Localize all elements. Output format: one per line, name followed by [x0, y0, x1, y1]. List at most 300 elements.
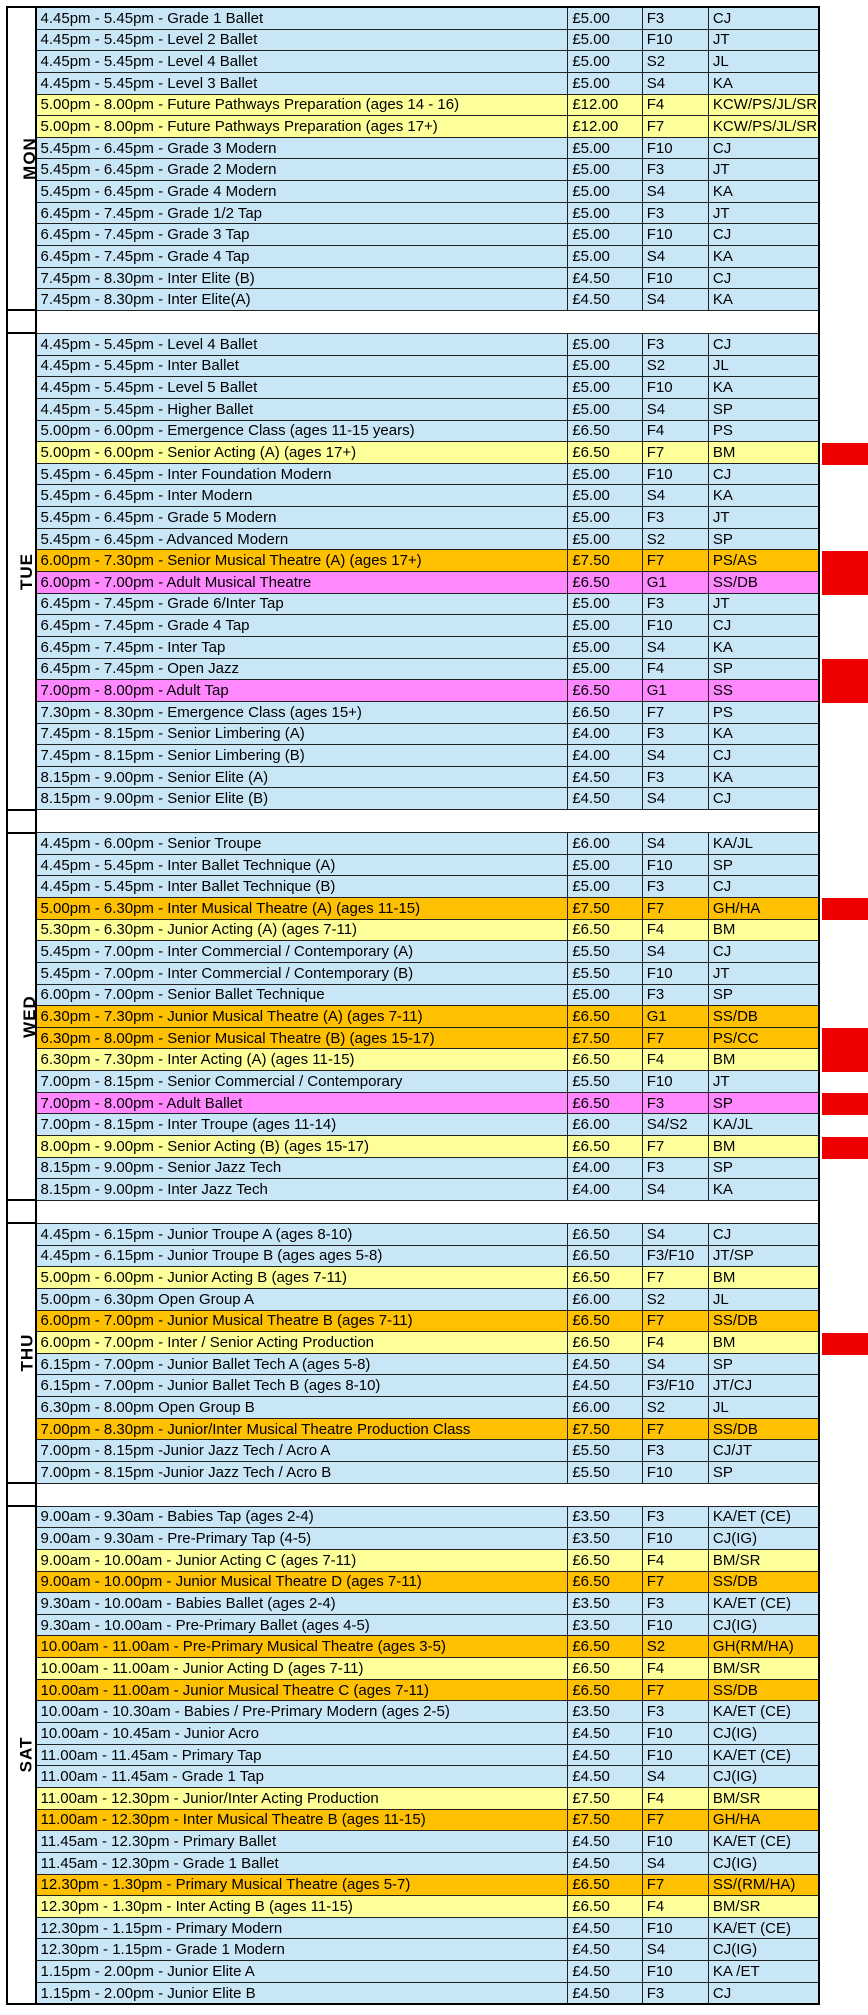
class-row — [7, 1332, 819, 1354]
class-title: 6.15pm - 7.00pm - Junior Ballet Tech B (ages 8-10) — [36, 1375, 568, 1397]
class-row — [7, 984, 819, 1006]
class-title: 4.45pm - 6.00pm - Senior Troupe — [36, 833, 568, 855]
class-staff: CJ — [708, 876, 819, 898]
class-staff: KA /ET — [708, 1961, 819, 1983]
class-price: £5.00 — [568, 658, 642, 680]
class-row — [7, 420, 819, 442]
class-staff: JT/SP — [708, 1245, 819, 1267]
class-price: £3.50 — [568, 1528, 642, 1550]
class-staff: CJ — [708, 1223, 819, 1245]
class-row — [7, 593, 819, 615]
class-price: £4.50 — [568, 1939, 642, 1961]
class-price: £4.00 — [568, 1157, 642, 1179]
class-row — [7, 833, 819, 855]
class-room: F3 — [642, 984, 708, 1006]
class-row — [7, 94, 819, 116]
class-staff: JL — [708, 1288, 819, 1310]
class-title: 1.15pm - 2.00pm - Junior Elite A — [36, 1961, 568, 1983]
class-title: 10.00am - 11.00am - Junior Musical Theatre C (ages 7-11) — [36, 1679, 568, 1701]
class-staff: SP — [708, 528, 819, 550]
separator-cell — [7, 1483, 36, 1506]
class-staff: SP — [708, 1462, 819, 1484]
class-title: 7.00pm - 8.15pm - Senior Commercial / Contemporary — [36, 1071, 568, 1093]
class-title: 7.45pm - 8.15pm - Senior Limbering (B) — [36, 745, 568, 767]
class-row — [7, 137, 819, 159]
class-row — [7, 1787, 819, 1809]
class-title: 11.45am - 12.30pm - Primary Ballet — [36, 1831, 568, 1853]
flag-marker — [822, 1050, 868, 1072]
class-price: £5.00 — [568, 984, 642, 1006]
class-room: S4 — [642, 941, 708, 963]
class-title: 5.45pm - 7.00pm - Inter Commercial / Contemporary (B) — [36, 962, 568, 984]
class-room: S4 — [642, 1179, 708, 1201]
class-price: £6.50 — [568, 1679, 642, 1701]
class-price: £4.50 — [568, 267, 642, 289]
class-title: 6.45pm - 7.45pm - Grade 1/2 Tap — [36, 202, 568, 224]
class-price: £5.00 — [568, 636, 642, 658]
class-row — [7, 1071, 819, 1093]
class-row — [7, 1917, 819, 1939]
class-row — [7, 202, 819, 224]
class-title: 7.00pm - 8.15pm -Junior Jazz Tech / Acro B — [36, 1462, 568, 1484]
class-room: S4 — [642, 636, 708, 658]
class-title: 6.45pm - 7.45pm - Grade 4 Tap — [36, 246, 568, 268]
class-price: £6.50 — [568, 1310, 642, 1332]
class-room: G1 — [642, 1006, 708, 1028]
class-row — [7, 1157, 819, 1179]
class-price: £7.50 — [568, 897, 642, 919]
class-price: £4.50 — [568, 788, 642, 810]
flag-marker — [822, 443, 868, 465]
class-row — [7, 766, 819, 788]
class-staff: JT/CJ — [708, 1375, 819, 1397]
class-title: 4.45pm - 5.45pm - Inter Ballet — [36, 355, 568, 377]
class-staff: GH/HA — [708, 1809, 819, 1831]
class-price: £5.00 — [568, 507, 642, 529]
flag-marker — [822, 1028, 868, 1050]
class-title: 6.00pm - 7.00pm - Junior Musical Theatre B (ages 7-11) — [36, 1310, 568, 1332]
class-row — [7, 29, 819, 51]
day-name: MON — [19, 136, 39, 180]
class-row — [7, 1353, 819, 1375]
day-separator — [7, 1483, 819, 1506]
class-row — [7, 1418, 819, 1440]
class-row — [7, 962, 819, 984]
class-title: 8.15pm - 9.00pm - Senior Elite (A) — [36, 766, 568, 788]
class-room: F3 — [642, 507, 708, 529]
class-title: 9.30am - 10.00am - Pre-Primary Ballet (ages 4-5) — [36, 1614, 568, 1636]
class-staff: PS/CC — [708, 1027, 819, 1049]
class-staff: BM — [708, 442, 819, 464]
class-staff: CJ — [708, 7, 819, 29]
class-title: 5.45pm - 6.45pm - Advanced Modern — [36, 528, 568, 550]
class-price: £4.50 — [568, 766, 642, 788]
day-name: WED — [19, 994, 39, 1038]
class-price: £7.50 — [568, 550, 642, 572]
class-row — [7, 854, 819, 876]
class-room: F3 — [642, 723, 708, 745]
class-row — [7, 1961, 819, 1983]
class-price: £3.50 — [568, 1701, 642, 1723]
class-title: 10.00am - 10.45am - Junior Acro — [36, 1723, 568, 1745]
class-row — [7, 1874, 819, 1896]
class-title: 6.45pm - 7.45pm - Open Jazz — [36, 658, 568, 680]
class-staff: PS/AS — [708, 550, 819, 572]
class-title: 10.00am - 11.00am - Junior Acting D (ages 7-11) — [36, 1658, 568, 1680]
class-staff: KA/JL — [708, 1114, 819, 1136]
class-title: 6.45pm - 7.45pm - Grade 4 Tap — [36, 615, 568, 637]
class-title: 9.30am - 10.00am - Babies Ballet (ages 2-4) — [36, 1593, 568, 1615]
day-label — [7, 333, 36, 809]
class-title: 5.00pm - 8.00pm - Future Pathways Preparation (ages 17+) — [36, 116, 568, 138]
class-room: F3 — [642, 766, 708, 788]
class-room: F3 — [642, 1440, 708, 1462]
class-staff: KCW/PS/JL/SR — [708, 116, 819, 138]
class-title: 4.45pm - 5.45pm - Level 4 Ballet — [36, 51, 568, 73]
class-title: 11.00am - 12.30pm - Junior/Inter Acting Production — [36, 1787, 568, 1809]
class-title: 6.15pm - 7.00pm - Junior Ballet Tech A (ages 5-8) — [36, 1353, 568, 1375]
class-title: 6.45pm - 7.45pm - Grade 3 Tap — [36, 224, 568, 246]
class-room: S2 — [642, 1636, 708, 1658]
timetable — [6, 6, 820, 2005]
class-room: F10 — [642, 962, 708, 984]
class-title: 6.00pm - 7.30pm - Senior Musical Theatre (A) (ages 17+) — [36, 550, 568, 572]
class-price: £6.50 — [568, 919, 642, 941]
class-price: £4.00 — [568, 1179, 642, 1201]
class-title: 6.30pm - 8.00pm - Senior Musical Theatre (B) (ages 15-17) — [36, 1027, 568, 1049]
class-title: 5.30pm - 6.30pm - Junior Acting (A) (ages 7-11) — [36, 919, 568, 941]
class-row — [7, 1701, 819, 1723]
class-title: 11.00am - 12.30pm - Inter Musical Theatre B (ages 11-15) — [36, 1809, 568, 1831]
class-title: 9.00am - 10.00pm - Junior Musical Theatre D (ages 7-11) — [36, 1571, 568, 1593]
class-staff: CJ — [708, 137, 819, 159]
day-name: TUE — [17, 552, 36, 590]
class-staff: KA/ET (CE) — [708, 1593, 819, 1615]
class-row — [7, 442, 819, 464]
class-price: £7.50 — [568, 1787, 642, 1809]
class-row — [7, 1593, 819, 1615]
class-row — [7, 1809, 819, 1831]
class-title: 11.00am - 11.45am - Primary Tap — [36, 1744, 568, 1766]
class-row — [7, 1831, 819, 1853]
class-staff: CJ — [708, 788, 819, 810]
class-title: 4.45pm - 5.45pm - Inter Ballet Technique (A) — [36, 854, 568, 876]
class-title: 6.00pm - 7.00pm - Inter / Senior Acting Production — [36, 1332, 568, 1354]
class-staff: KA — [708, 723, 819, 745]
class-staff: CJ — [708, 615, 819, 637]
flag-marker — [822, 1333, 868, 1355]
class-staff: BM — [708, 1049, 819, 1071]
class-room: S4 — [642, 398, 708, 420]
class-title: 4.45pm - 5.45pm - Level 5 Ballet — [36, 377, 568, 399]
class-staff: BM — [708, 1332, 819, 1354]
class-title: 5.45pm - 6.45pm - Inter Foundation Modern — [36, 463, 568, 485]
class-row — [7, 159, 819, 181]
class-staff: CJ — [708, 1982, 819, 2004]
class-price: £5.50 — [568, 1071, 642, 1093]
class-room: S4/S2 — [642, 1114, 708, 1136]
class-title: 7.00pm - 8.15pm - Inter Troupe (ages 11-14) — [36, 1114, 568, 1136]
class-row — [7, 680, 819, 702]
class-room: F10 — [642, 1744, 708, 1766]
class-room: F10 — [642, 224, 708, 246]
class-staff: JT — [708, 29, 819, 51]
class-row — [7, 528, 819, 550]
class-price: £3.50 — [568, 1593, 642, 1615]
class-staff: SP — [708, 1092, 819, 1114]
class-row — [7, 1245, 819, 1267]
class-staff: CJ — [708, 224, 819, 246]
class-price: £5.00 — [568, 29, 642, 51]
class-price: £6.50 — [568, 1571, 642, 1593]
class-title: 7.00pm - 8.30pm - Junior/Inter Musical Theatre Production Class — [36, 1418, 568, 1440]
class-price: £5.00 — [568, 72, 642, 94]
class-staff: CJ(IG) — [708, 1614, 819, 1636]
class-staff: KA — [708, 766, 819, 788]
class-room: S4 — [642, 1852, 708, 1874]
class-row — [7, 876, 819, 898]
class-room: F7 — [642, 116, 708, 138]
separator-cell — [7, 810, 36, 833]
class-row — [7, 745, 819, 767]
class-row — [7, 788, 819, 810]
class-price: £4.50 — [568, 1744, 642, 1766]
class-price: £5.00 — [568, 159, 642, 181]
class-staff: PS — [708, 420, 819, 442]
class-price: £4.50 — [568, 1961, 642, 1983]
class-price: £6.50 — [568, 1332, 642, 1354]
class-room: F10 — [642, 1071, 708, 1093]
class-price: £6.00 — [568, 1288, 642, 1310]
flag-marker — [822, 681, 868, 703]
class-title: 7.45pm - 8.15pm - Senior Limbering (A) — [36, 723, 568, 745]
class-room: F10 — [642, 267, 708, 289]
class-title: 4.45pm - 5.45pm - Inter Ballet Technique (B) — [36, 876, 568, 898]
class-price: £4.50 — [568, 1375, 642, 1397]
day-name: SAT — [16, 1736, 36, 1773]
class-row — [7, 1049, 819, 1071]
class-row — [7, 723, 819, 745]
class-price: £5.50 — [568, 1440, 642, 1462]
class-row — [7, 1939, 819, 1961]
class-row — [7, 1179, 819, 1201]
class-staff: CJ/JT — [708, 1440, 819, 1462]
day-label — [7, 7, 39, 310]
class-price: £6.50 — [568, 1049, 642, 1071]
class-room: S4 — [642, 788, 708, 810]
class-staff: BM — [708, 1136, 819, 1158]
class-row — [7, 267, 819, 289]
class-room: F7 — [642, 1571, 708, 1593]
day-label — [7, 1223, 36, 1483]
class-title: 7.00pm - 8.00pm - Adult Tap — [36, 680, 568, 702]
class-room: S4 — [642, 485, 708, 507]
class-title: 5.00pm - 6.00pm - Senior Acting (A) (ages 17+) — [36, 442, 568, 464]
class-room: S2 — [642, 51, 708, 73]
class-title: 4.45pm - 5.45pm - Level 3 Ballet — [36, 72, 568, 94]
class-staff: CJ(IG) — [708, 1528, 819, 1550]
class-row — [7, 701, 819, 723]
class-staff: BM/SR — [708, 1896, 819, 1918]
class-row — [7, 1397, 819, 1419]
class-room: F10 — [642, 615, 708, 637]
class-price: £6.50 — [568, 1636, 642, 1658]
class-room: F4 — [642, 658, 708, 680]
class-staff: SP — [708, 398, 819, 420]
class-price: £4.50 — [568, 1723, 642, 1745]
flag-marker — [822, 659, 868, 681]
class-price: £7.50 — [568, 1809, 642, 1831]
separator-cell — [7, 1200, 36, 1223]
class-price: £5.00 — [568, 398, 642, 420]
class-staff: KA — [708, 246, 819, 268]
class-row — [7, 550, 819, 572]
flag-marker — [822, 898, 868, 920]
class-price: £6.00 — [568, 1114, 642, 1136]
class-price: £6.50 — [568, 1223, 642, 1245]
class-staff: JT — [708, 962, 819, 984]
class-title: 7.30pm - 8.30pm - Emergence Class (ages 15+) — [36, 701, 568, 723]
class-row — [7, 181, 819, 203]
class-room: F7 — [642, 1418, 708, 1440]
class-title: 5.00pm - 6.30pm - Inter Musical Theatre (A) (ages 11-15) — [36, 897, 568, 919]
class-title: 1.15pm - 2.00pm - Junior Elite B — [36, 1982, 568, 2004]
class-row — [7, 333, 819, 355]
class-title: 5.00pm - 6.00pm - Emergence Class (ages 11-15 years) — [36, 420, 568, 442]
class-row — [7, 463, 819, 485]
class-room: F10 — [642, 1917, 708, 1939]
class-staff: CJ — [708, 333, 819, 355]
class-row — [7, 1027, 819, 1049]
class-row — [7, 1114, 819, 1136]
class-price: £6.50 — [568, 1092, 642, 1114]
class-title: 6.00pm - 7.00pm - Adult Musical Theatre — [36, 572, 568, 594]
class-room: S4 — [642, 1766, 708, 1788]
class-staff: SP — [708, 658, 819, 680]
class-room: F3 — [642, 1157, 708, 1179]
class-staff: JT — [708, 1071, 819, 1093]
class-staff: BM — [708, 1267, 819, 1289]
class-room: F3 — [642, 1092, 708, 1114]
class-room: F3 — [642, 1982, 708, 2004]
class-row — [7, 246, 819, 268]
class-staff: KA/ET (CE) — [708, 1831, 819, 1853]
class-staff: SS/DB — [708, 1679, 819, 1701]
class-title: 6.30pm - 7.30pm - Inter Acting (A) (ages 11-15) — [36, 1049, 568, 1071]
class-room: F4 — [642, 1787, 708, 1809]
class-title: 9.00am - 9.30am - Babies Tap (ages 2-4) — [36, 1506, 568, 1528]
class-staff: CJ(IG) — [708, 1852, 819, 1874]
class-title: 12.30pm - 1.30pm - Primary Musical Theatre (ages 5-7) — [36, 1874, 568, 1896]
class-room: F7 — [642, 550, 708, 572]
class-row — [7, 1528, 819, 1550]
class-staff: SS/DB — [708, 1571, 819, 1593]
class-room: S2 — [642, 528, 708, 550]
class-row — [7, 507, 819, 529]
class-title: 5.00pm - 6.30pm Open Group A — [36, 1288, 568, 1310]
class-price: £5.50 — [568, 941, 642, 963]
class-title: 5.45pm - 6.45pm - Grade 3 Modern — [36, 137, 568, 159]
class-title: 5.45pm - 6.45pm - Grade 5 Modern — [36, 507, 568, 529]
class-row — [7, 1679, 819, 1701]
class-staff: JL — [708, 355, 819, 377]
class-price: £6.50 — [568, 420, 642, 442]
class-staff: CJ — [708, 745, 819, 767]
class-row — [7, 485, 819, 507]
class-price: £3.50 — [568, 1506, 642, 1528]
class-title: 5.45pm - 6.45pm - Inter Modern — [36, 485, 568, 507]
class-row — [7, 7, 819, 29]
flag-marker — [822, 551, 868, 573]
class-row — [7, 1136, 819, 1158]
class-staff: SS/DB — [708, 572, 819, 594]
class-row — [7, 1006, 819, 1028]
class-staff: KA/ET (CE) — [708, 1506, 819, 1528]
class-room: F3 — [642, 1701, 708, 1723]
class-staff: KA/JL — [708, 833, 819, 855]
class-staff: BM — [708, 919, 819, 941]
class-title: 4.45pm - 5.45pm - Level 2 Ballet — [36, 29, 568, 51]
class-price: £5.00 — [568, 854, 642, 876]
class-room: S4 — [642, 246, 708, 268]
day-separator — [7, 310, 819, 333]
class-title: 8.00pm - 9.00pm - Senior Acting (B) (ages 15-17) — [36, 1136, 568, 1158]
class-staff: BM/SR — [708, 1658, 819, 1680]
class-staff: SS — [708, 680, 819, 702]
class-price: £5.00 — [568, 51, 642, 73]
class-staff: CJ — [708, 267, 819, 289]
class-title: 5.00pm - 8.00pm - Future Pathways Preparation (ages 14 - 16) — [36, 94, 568, 116]
class-title: 9.00am - 9.30am - Pre-Primary Tap (4-5) — [36, 1528, 568, 1550]
class-room: F4 — [642, 420, 708, 442]
class-room: F7 — [642, 1310, 708, 1332]
class-room: S4 — [642, 833, 708, 855]
class-price: £5.00 — [568, 615, 642, 637]
class-staff: CJ(IG) — [708, 1766, 819, 1788]
day-label — [7, 833, 39, 1201]
class-room: F7 — [642, 1027, 708, 1049]
class-room: S4 — [642, 1223, 708, 1245]
class-title: 11.00am - 11.45am - Grade 1 Tap — [36, 1766, 568, 1788]
separator-cell — [36, 810, 819, 833]
class-staff: SP — [708, 854, 819, 876]
class-title: 7.45pm - 8.30pm - Inter Elite (B) — [36, 267, 568, 289]
class-staff: SS/DB — [708, 1006, 819, 1028]
class-room: F10 — [642, 1723, 708, 1745]
class-row — [7, 72, 819, 94]
class-price: £4.50 — [568, 289, 642, 311]
class-room: F3/F10 — [642, 1245, 708, 1267]
class-price: £5.00 — [568, 528, 642, 550]
class-room: F7 — [642, 701, 708, 723]
class-row — [7, 1506, 819, 1528]
class-room: S4 — [642, 1353, 708, 1375]
class-title: 8.15pm - 9.00pm - Senior Jazz Tech — [36, 1157, 568, 1179]
class-staff: KA — [708, 181, 819, 203]
class-room: F4 — [642, 1549, 708, 1571]
class-room: S4 — [642, 289, 708, 311]
class-row — [7, 897, 819, 919]
class-title: 5.45pm - 7.00pm - Inter Commercial / Contemporary (A) — [36, 941, 568, 963]
class-price: £6.50 — [568, 1136, 642, 1158]
class-row — [7, 224, 819, 246]
class-price: £4.50 — [568, 1766, 642, 1788]
class-title: 11.45am - 12.30pm - Grade 1 Ballet — [36, 1852, 568, 1874]
class-price: £5.00 — [568, 485, 642, 507]
class-title: 7.00pm - 8.15pm -Junior Jazz Tech / Acro A — [36, 1440, 568, 1462]
class-staff: CJ(IG) — [708, 1723, 819, 1745]
class-price: £5.00 — [568, 246, 642, 268]
